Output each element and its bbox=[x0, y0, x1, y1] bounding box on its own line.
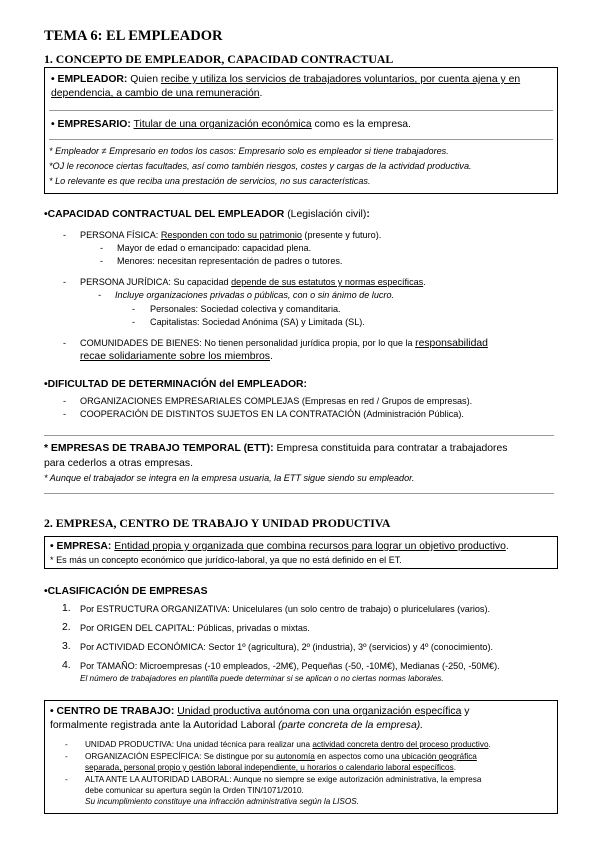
persona-juridica-underlined: depende de sus estatutos y normas específicas bbox=[231, 277, 424, 287]
empresa-label: • EMPRESA: bbox=[50, 541, 112, 552]
clasificacion-item-1: Por ESTRUCTURA ORGANIZATIVA: Unicelulares (un solo centro de trabajo) o pluricelulares (varios). bbox=[80, 604, 491, 614]
ett-line-1 bbox=[44, 442, 508, 455]
dash: - bbox=[63, 409, 67, 419]
unidad-productiva bbox=[85, 739, 491, 750]
unidad-productiva-text: UNIDAD PRODUCTIVA: Una unidad técnica para realizar una bbox=[85, 740, 313, 749]
empleador-line-1 bbox=[51, 73, 520, 86]
comunidades-bienes-underlined-1: responsabilidad bbox=[415, 338, 488, 349]
page-title: TEMA 6: EL EMPLEADOR bbox=[44, 28, 223, 44]
centro-trabajo-line-1 bbox=[50, 705, 469, 718]
persona-fisica bbox=[80, 229, 381, 241]
note-2: *OJ le reconoce ciertas facultades, así como también riesgos, costes y cargas de la actividad productiva. bbox=[49, 161, 472, 171]
clasificacion-item-2: Por ORIGEN DEL CAPITAL: Públicas, privadas o mixtas. bbox=[80, 623, 310, 633]
persona-fisica-item-2: Menores: necesitan representación de padres o tutores. bbox=[117, 256, 343, 266]
organizacion-especifica-text-2: en aspectos como una bbox=[314, 752, 402, 761]
dash: - bbox=[65, 752, 68, 761]
clasificacion-number-4: 4. bbox=[62, 660, 71, 671]
empleador-underlined-2: dependencia, a cambio de una remuneración bbox=[51, 88, 260, 99]
alta-autoridad-line-3: Su incumplimiento constituye una infracción administrativa según la LISOS. bbox=[85, 797, 359, 806]
dash: - bbox=[63, 396, 67, 406]
centro-trabajo-italic: (parte concreta de la empresa). bbox=[278, 720, 424, 731]
empleador-underlined-1: recibe y utiliza los servicios de trabajadores voluntarios, por cuenta ajena y en bbox=[160, 74, 521, 85]
persona-juridica-item-1: Personales: Sociedad colectiva y comanditaria. bbox=[150, 304, 341, 314]
centro-trabajo-line-2 bbox=[50, 719, 423, 732]
empresario-underlined: Titular de una organización económica bbox=[133, 119, 312, 130]
comunidades-bienes-underlined-2: recae solidariamente sobre los miembros bbox=[80, 351, 270, 362]
clasificacion-number-1: 1. bbox=[62, 603, 71, 614]
persona-fisica-label: PERSONA FÍSICA: bbox=[80, 230, 161, 240]
clasificacion-heading: •CLASIFICACIÓN DE EMPRESAS bbox=[44, 586, 208, 597]
persona-juridica bbox=[80, 276, 426, 288]
section-1-heading: 1. CONCEPTO DE EMPLEADOR, CAPACIDAD CONTRACTUAL bbox=[44, 52, 394, 66]
empleador-label: • EMPLEADOR: bbox=[51, 74, 128, 85]
comunidades-bienes-line-1 bbox=[80, 337, 488, 350]
divider bbox=[44, 435, 554, 436]
empleador-end: . bbox=[259, 88, 263, 99]
organizacion-especifica-line-1 bbox=[85, 751, 477, 762]
empresario-text: como es la empresa. bbox=[311, 119, 411, 130]
dash: - bbox=[63, 338, 67, 348]
persona-fisica-underlined: Responden con todo su patrimonio bbox=[160, 230, 302, 240]
empresario-line bbox=[51, 118, 411, 131]
organizacion-especifica-underlined-3: separada, personal propio y gestión laboral independiente, u horarios o calendario laboral específicos bbox=[85, 763, 454, 772]
comunidades-bienes-end: . bbox=[270, 351, 273, 362]
dash: - bbox=[132, 317, 136, 327]
dash: - bbox=[63, 277, 67, 287]
empleador-line-2 bbox=[51, 87, 262, 100]
persona-fisica-text: (presente y futuro). bbox=[301, 230, 382, 240]
centro-trabajo-label: • CENTRO DE TRABAJO: bbox=[50, 706, 175, 717]
divider bbox=[44, 493, 554, 494]
unidad-productiva-end: . bbox=[488, 740, 491, 749]
centro-trabajo-text: y bbox=[461, 706, 470, 717]
ett-label: * EMPRESAS DE TRABAJO TEMPORAL (ETT): bbox=[44, 443, 274, 454]
centro-trabajo-underlined: Unidad productiva autónoma con una organización específica bbox=[177, 706, 462, 717]
centro-trabajo-text-2: formalmente registrada ante la Autoridad Laboral bbox=[50, 720, 279, 731]
persona-juridica-includes: Incluye organizaciones privadas o públicas, con o sin ánimo de lucro. bbox=[115, 290, 395, 300]
clasificacion-item-3: Por ACTIVIDAD ECONÓMICA: Sector 1º (agricultura), 2º (industria), 3º (servicios) y 4º (conocimiento). bbox=[80, 642, 494, 652]
organizacion-especifica-line-2 bbox=[85, 762, 456, 773]
dash: - bbox=[65, 775, 68, 784]
organizacion-especifica-text: ORGANIZACIÓN ESPECÍFICA: Se distingue por su bbox=[85, 752, 277, 761]
dash: - bbox=[65, 740, 68, 749]
unidad-productiva-underlined: actividad concreta dentro del proceso productivo bbox=[312, 740, 489, 749]
empleador-text: Quien bbox=[127, 74, 161, 85]
capacidad-heading bbox=[44, 208, 370, 221]
ett-note: * Aunque el trabajador se integra en la empresa usuaria, la ETT sigue siendo su empleador. bbox=[44, 473, 415, 483]
dash: - bbox=[132, 304, 136, 314]
clasificacion-number-2: 2. bbox=[62, 622, 71, 633]
organizacion-especifica-underlined-1: autonomía bbox=[276, 752, 315, 761]
empresa-box bbox=[44, 536, 558, 569]
note-3: * Lo relevante es que reciba una prestación de servicios, no sus características. bbox=[49, 176, 371, 186]
section-2-heading: 2. EMPRESA, CENTRO DE TRABAJO Y UNIDAD PRODUCTIVA bbox=[44, 516, 391, 530]
capacidad-heading-bold: •CAPACIDAD CONTRACTUAL DEL EMPLEADOR bbox=[44, 209, 285, 220]
clasificacion-number-3: 3. bbox=[62, 641, 71, 652]
persona-juridica-label: PERSONA JURÍDICA: Su capacidad bbox=[80, 277, 232, 287]
ett-text: Empresa constituida para contratar a trabajadores bbox=[273, 443, 508, 454]
comunidades-bienes-text: COMUNIDADES DE BIENES: No tienen personalidad jurídica propia, por lo que la bbox=[80, 338, 416, 348]
alta-autoridad-line-1: ALTA ANTE LA AUTORIDAD LABORAL: Aunque no siempre se exige autorización administrativa, la empresa bbox=[85, 775, 482, 784]
clasificacion-item-4: Por TAMAÑO: Microempresas (-10 empleados, -2M€), Pequeñas (-50, -10M€), Medianas (-250, -50M€). bbox=[80, 661, 500, 671]
persona-fisica-item-1: Mayor de edad o emancipado: capacidad plena. bbox=[117, 243, 312, 253]
empresa-end: . bbox=[505, 541, 509, 552]
definitions-box bbox=[44, 67, 558, 194]
dash: - bbox=[98, 290, 102, 300]
dash: - bbox=[63, 230, 67, 240]
empresario-label: • EMPRESARIO: bbox=[51, 119, 131, 130]
ett-line-2: para cederlos a otras empresas. bbox=[44, 458, 194, 469]
capacidad-heading-tail: (Legislación civil) bbox=[284, 209, 367, 220]
organizacion-especifica-underlined-2: ubicación geográfica bbox=[401, 752, 477, 761]
centro-trabajo-box bbox=[44, 700, 558, 814]
persona-juridica-item-2: Capitalistas: Sociedad Anónima (SA) y Limitada (SL). bbox=[150, 317, 365, 327]
organizacion-especifica-end: . bbox=[453, 763, 456, 772]
comunidades-bienes-line-2 bbox=[80, 350, 273, 363]
dash: - bbox=[100, 243, 104, 253]
capacidad-heading-colon: : bbox=[366, 209, 370, 220]
alta-autoridad-line-2: debe comunicar su apertura según la Orden TIN/1071/2010. bbox=[85, 786, 304, 795]
clasificacion-note: El número de trabajadores en plantilla puede determinar si se aplican o no ciertas normas laborales. bbox=[80, 674, 444, 683]
divider bbox=[49, 110, 553, 111]
empresa-line bbox=[50, 540, 509, 553]
note-1: * Empleador ≠ Empresario en todos los casos: Empresario solo es empleador si tiene trabajadores. bbox=[49, 146, 449, 156]
dificultad-item-2: COOPERACIÓN DE DISTINTOS SUJETOS EN LA CONTRATACIÓN (Administración Pública). bbox=[80, 409, 464, 419]
dificultad-item-1: ORGANIZACIONES EMPRESARIALES COMPLEJAS (Empresas en red / Grupos de empresas). bbox=[80, 396, 473, 406]
dificultad-heading: •DIFICULTAD DE DETERMINACIÓN del EMPLEADOR: bbox=[44, 379, 308, 390]
persona-juridica-end: . bbox=[423, 277, 426, 287]
dash: - bbox=[100, 256, 104, 266]
divider bbox=[49, 139, 553, 140]
empresa-underlined: Entidad propia y organizada que combina recursos para lograr un objetivo productivo bbox=[114, 541, 506, 552]
empresa-note: * Es más un concepto económico que jurídico-laboral, ya que no está definido en el ET. bbox=[50, 555, 402, 565]
